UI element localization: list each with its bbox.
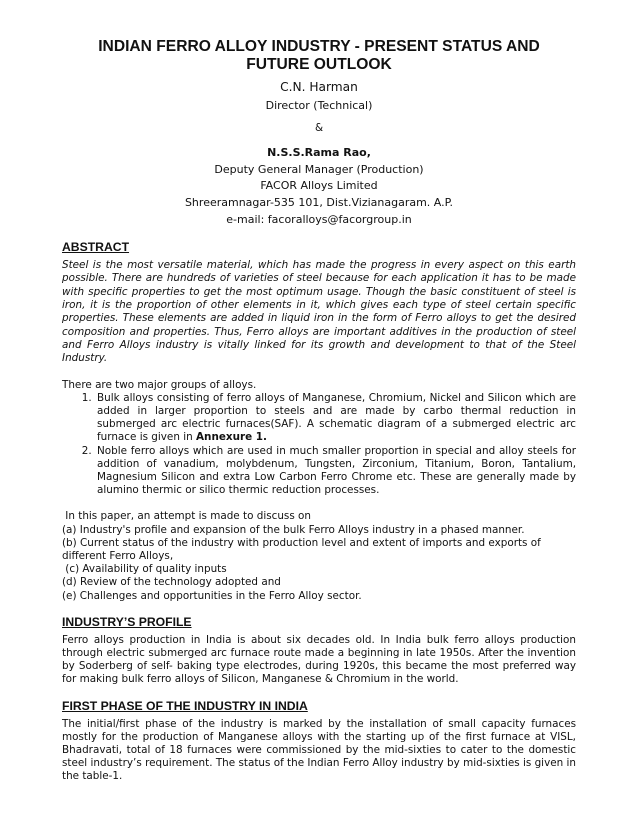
objective-d: (d) Review of the technology adopted and <box>62 576 281 589</box>
paper-objectives <box>62 510 576 602</box>
author-2-name: N.S.S.Rama Rao, <box>267 146 371 160</box>
annexure-reference: Annexure 1. <box>196 431 267 444</box>
abstract-text: Steel is the most versatile material, which has made the progress in every aspect on this earth possible. There are hundreds of varieties of steel because for each application it has to be made with specific properties to get the most optimum usage. Though the basic constituent of steel is iron, it is the proportion of other elements in it, which gives each type of steel certain specific properties. These elements are added in liquid iron in the form of Ferro alloys to get the desired composition and properties. Thus, Ferro alloys are important additives in the production of steel and Ferro Alloys industry is vitally linked for its growth and development to that of the Steel Industry. <box>62 259 576 365</box>
author-2-block <box>62 145 576 228</box>
spacer <box>62 497 576 510</box>
list-item <box>95 392 576 445</box>
first-phase-text: The initial/first phase of the industry is marked by the installation of small capacity furnaces mostly for the production of Manganese alloys with the starting up of the first furnace at VISL, Bhadravati, total of 18 furnaces were commissioned by the mid-sixties to cater to the domestic steel industry’s requirement. The status of the Indian Ferro Alloy industry by mid-sixties is given in the table-1. <box>62 717 576 783</box>
author-2-address: Shreeramnagar-535 101, Dist.Vizianagaram. A.P. <box>184 195 454 209</box>
spacer <box>62 366 576 379</box>
industry-profile-text: Ferro alloys production in India is about six decades old. In India bulk ferro alloys production through electric submerged arc furnace route made a beginning in late 1950s. After the invention by Soderberg of self- baking type electrodes, during 1920s, this became the most preferred way for making bulk ferro alloys of Silicon, Manganese & Chromium in the world. <box>62 633 576 686</box>
author-2-email: e-mail: facoralloys@facorgroup.in <box>226 212 412 226</box>
author-separator: & <box>314 122 324 134</box>
objectives-intro: In this paper, an attempt is made to discuss on <box>62 510 311 523</box>
alloy-group-1-text: Bulk alloys consisting of ferro alloys of Manganese, Chromium, Nickel and Silicon which are added in larger proportion to steels and are made by carbo thermal reduction in submerged arc electric furnaces(SAF). A schematic diagram of a submerged electric arc furnace is given in <box>97 391 576 444</box>
author-1-name: C.N. Harman <box>280 80 358 94</box>
objective-c: (c) Availability of quality inputs <box>62 563 227 576</box>
abstract-heading: ABSTRACT <box>62 240 130 255</box>
list-item <box>95 445 576 498</box>
objective-a: (a) Industry's profile and expansion of the bulk Ferro Alloys industry in a phased manner. <box>62 523 525 536</box>
author-2-company: FACOR Alloys Limited <box>260 179 378 193</box>
first-phase-heading: FIRST PHASE OF THE INDUSTRY IN INDIA <box>62 698 308 713</box>
author-1-role: Director (Technical) <box>265 99 373 112</box>
paper-title-line-1: INDIAN FERRO ALLOY INDUSTRY - PRESENT STATUS AND <box>98 38 540 55</box>
objective-b: (b) Current status of the industry with production level and extent of imports and exports of different Ferro Alloys, <box>62 536 541 562</box>
paper-title-line-2: FUTURE OUTLOOK <box>246 56 392 73</box>
alloy-group-2-text: Noble ferro alloys which are used in much smaller proportion in special and alloy steels for addition of vanadium, molybdenum, Tungsten, Zirconium, Titanium, Boron, Tantalium, Magnesium Silicon and extra Low Carbon Ferro Chrome etc. These are generally made by alumino thermic or silico thermic reduction processes. <box>97 444 576 497</box>
objective-e: (e) Challenges and opportunities in the Ferro Alloy sector. <box>62 589 362 602</box>
paper-title <box>62 38 576 74</box>
author-2-role: Deputy General Manager (Production) <box>214 162 424 176</box>
alloy-groups-list <box>62 392 576 498</box>
industry-profile-heading: INDUSTRY’S PROFILE <box>62 614 192 629</box>
alloy-groups-intro: There are two major groups of alloys. <box>62 378 257 391</box>
